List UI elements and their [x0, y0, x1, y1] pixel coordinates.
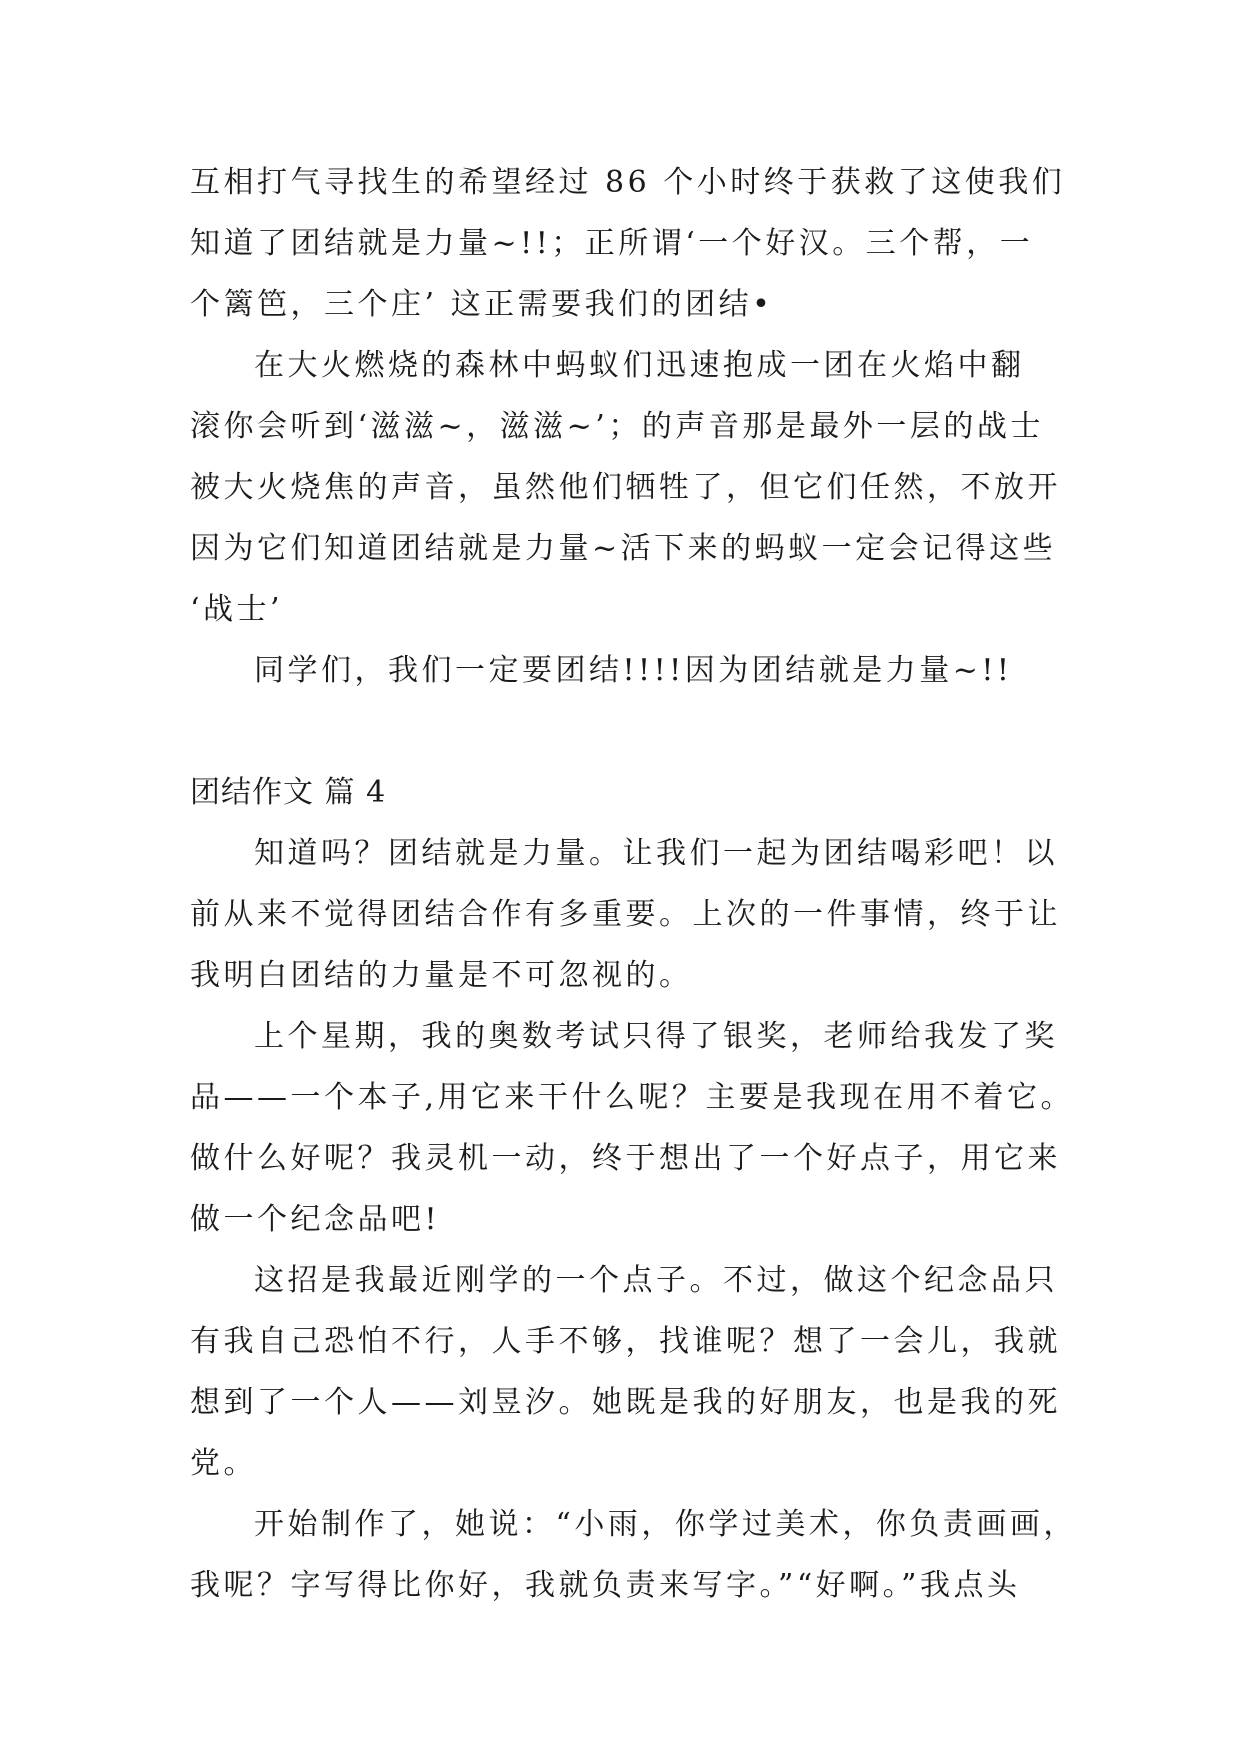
- paragraph-intro: [190, 823, 1061, 1006]
- text-line: 互相打气寻找生的希望经过 86 个小时终于获救了这使我们: [190, 165, 1066, 200]
- text-line: 前从来不觉得团结合作有多重要。上次的一件事情，终于让: [190, 897, 1061, 932]
- document-body: [190, 152, 1077, 1616]
- paragraph-fire-ants: [190, 335, 1061, 640]
- text-line: 个篱笆，三个庄’ 这正需要我们的团结•: [190, 287, 774, 322]
- text-line: 我呢？字写得比你好，我就负责来写字。”“好啊。”我点头: [190, 1568, 1021, 1603]
- text-line: ‘战士’: [190, 592, 284, 627]
- text-line: 做一个纪念品吧!: [190, 1202, 441, 1237]
- essay-heading: 团结作文 篇 4: [190, 775, 387, 810]
- paragraph-making: [190, 1494, 1077, 1616]
- text-line: 想到了一个人——刘昱汐。她既是我的好朋友，也是我的死: [190, 1385, 1061, 1420]
- blank-line: [190, 701, 1058, 762]
- text-line: 因为它们知道团结就是力量~活下来的蚂蚁一定会记得这些: [190, 531, 1057, 566]
- text-line: 同学们，我们一定要团结!!!!因为团结就是力量~!!: [254, 653, 1013, 688]
- paragraph-closing: [190, 640, 1058, 701]
- text-line: 滚你会听到‘滋滋~，滋滋~’；的声音那是最外一层的战士: [190, 409, 1044, 444]
- text-line: 开始制作了，她说：“小雨，你学过美术，你负责画画，: [254, 1507, 1077, 1542]
- text-line: 这招是我最近刚学的一个点子。不过，做这个纪念品只: [254, 1263, 1058, 1298]
- text-line: 知道了团结就是力量~!!；正所谓‘一个好汉。三个帮，一: [190, 226, 1034, 261]
- text-line: 有我自己恐怕不行，人手不够，找谁呢？想了一会儿，我就: [190, 1324, 1061, 1359]
- section-heading: [190, 762, 1058, 823]
- text-line: 在大火燃烧的森林中蚂蚁们迅速抱成一团在火焰中翻: [254, 348, 1025, 383]
- paragraph-prize: [190, 1006, 1075, 1250]
- text-line: 被大火烧焦的声音，虽然他们牺牲了，但它们任然，不放开: [190, 470, 1061, 505]
- text-line: 做什么好呢？我灵机一动，终于想出了一个好点子，用它来: [190, 1141, 1061, 1176]
- paragraph-continuation: [190, 152, 1066, 335]
- text-line: 我明白团结的力量是不可忽视的。: [190, 958, 693, 993]
- text-line: 上个星期，我的奥数考试只得了银奖，老师给我发了奖: [254, 1019, 1058, 1054]
- text-line: 知道吗？团结就是力量。让我们一起为团结喝彩吧！以: [254, 836, 1058, 871]
- text-line: 党。: [190, 1446, 257, 1481]
- paragraph-friend: [190, 1250, 1061, 1494]
- text-line: 品——一个本子,用它来干什么呢？主要是我现在用不着它。: [190, 1080, 1075, 1115]
